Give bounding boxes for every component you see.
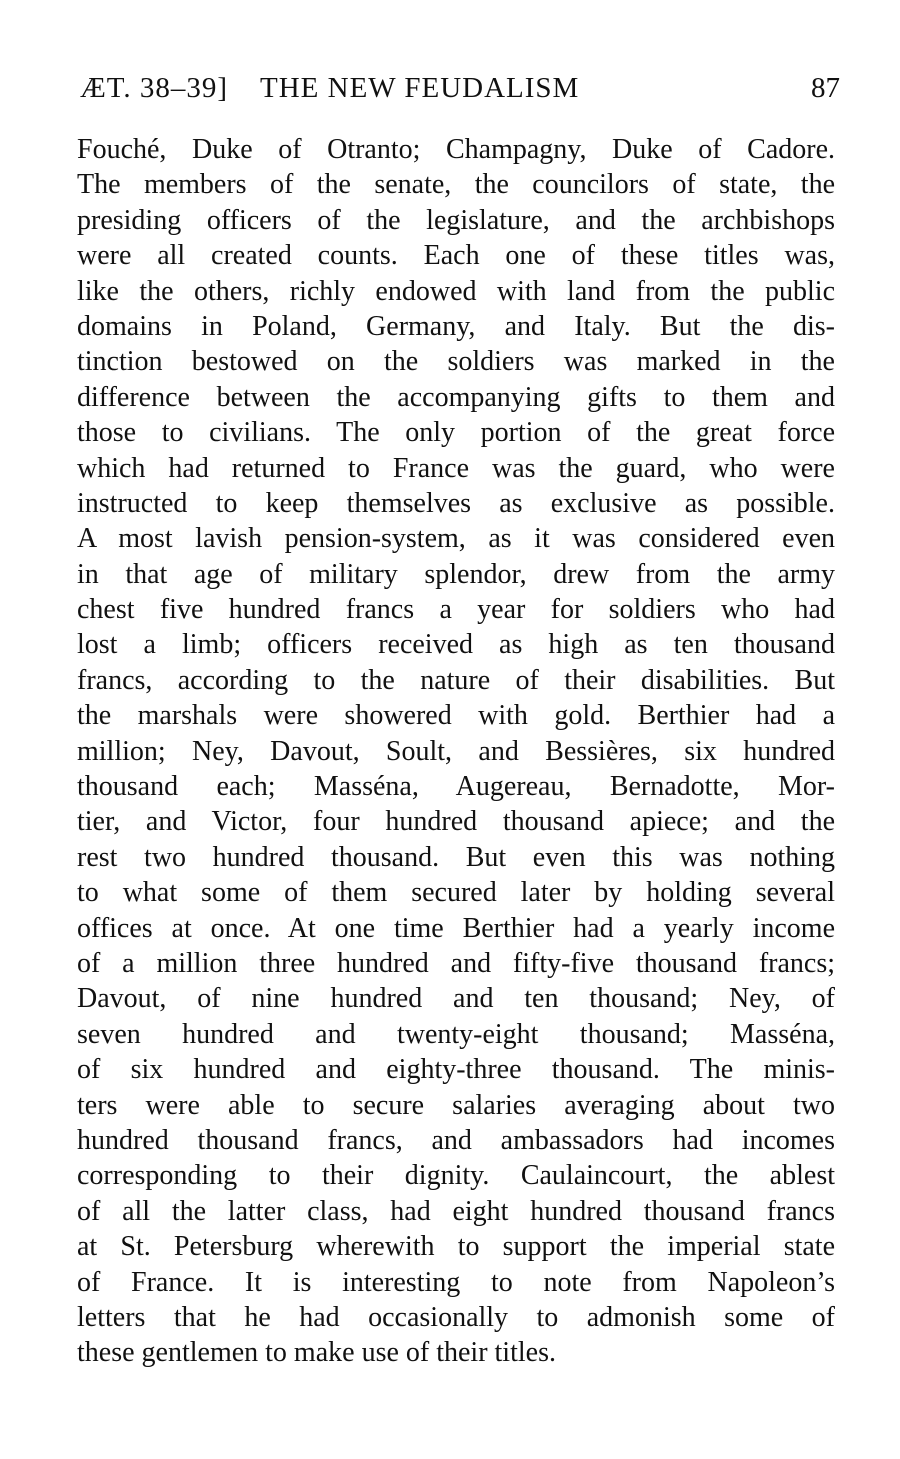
text-line: chest five hundred francs a year for soldiers who had	[77, 594, 835, 626]
text-line: Davout, of nine hundred and ten thousand; Ney, of	[77, 983, 835, 1015]
running-head	[80, 68, 840, 108]
text-line: those to civilians. The only portion of the great force	[77, 417, 835, 449]
text-line: of all the latter class, had eight hundred thousand francs	[77, 1195, 835, 1227]
text-line: difference between the accompanying gifts to them and	[77, 381, 835, 413]
page-number: 87	[811, 72, 840, 104]
body-paragraph	[77, 132, 835, 1371]
text-line: instructed to keep themselves as exclusive as possible.	[77, 487, 835, 519]
text-line: of six hundred and eighty-three thousand. The minis-	[77, 1054, 835, 1086]
text-line: at St. Petersburg wherewith to support the imperial state	[77, 1231, 835, 1263]
text-line: tinction bestowed on the soldiers was marked in the	[77, 346, 835, 378]
text-line: ters were able to secure salaries averaging about two	[77, 1089, 835, 1121]
text-line: in that age of military splendor, drew from the army	[77, 558, 835, 590]
text-line: presiding officers of the legislature, and the archbishops	[77, 204, 835, 236]
text-line: A most lavish pension-system, as it was considered even	[77, 523, 835, 555]
text-line: rest two hundred thousand. But even this was nothing	[77, 841, 835, 873]
text-line: francs, according to the nature of their disabilities. But	[77, 664, 835, 696]
text-line: Fouché, Duke of Otranto; Champagny, Duke of Cadore.	[77, 134, 835, 165]
text-line: offices at once. At one time Berthier had a yearly income	[77, 912, 835, 944]
text-line: of France. It is interesting to note from Napoleon’s	[77, 1266, 835, 1298]
text-line: letters that he had occasionally to admonish some of	[77, 1301, 835, 1333]
text-line-last: these gentlemen to make use of their titles.	[77, 1337, 556, 1369]
text-line: million; Ney, Davout, Soult, and Bessières, six hundred	[77, 735, 835, 767]
text-line: which had returned to France was the guard, who were	[77, 452, 835, 484]
text-line: like the others, richly endowed with land from the public	[77, 275, 835, 307]
text-line: were all created counts. Each one of these titles was,	[77, 240, 835, 272]
text-line: the marshals were showered with gold. Berthier had a	[77, 700, 835, 732]
text-line: The members of the senate, the councilors of state, the	[77, 169, 835, 201]
text-line: to what some of them secured later by holding several	[77, 877, 835, 909]
text-line: thousand each; Masséna, Augereau, Bernadotte, Mor-	[77, 771, 835, 803]
text-line: hundred thousand francs, and ambassadors had incomes	[77, 1124, 835, 1156]
text-line: seven hundred and twenty-eight thousand; Masséna,	[77, 1018, 835, 1050]
running-head-age-range: ÆT. 38–39]	[80, 72, 229, 104]
text-line: corresponding to their dignity. Caulaincourt, the ablest	[77, 1160, 835, 1192]
text-line: of a million three hundred and fifty-five thousand francs;	[77, 947, 835, 979]
text-line: tier, and Victor, four hundred thousand apiece; and the	[77, 806, 835, 838]
running-head-title: THE NEW FEUDALISM	[260, 72, 580, 104]
text-line: domains in Poland, Germany, and Italy. But the dis-	[77, 310, 835, 342]
text-line: lost a limb; officers received as high as ten thousand	[77, 629, 835, 661]
